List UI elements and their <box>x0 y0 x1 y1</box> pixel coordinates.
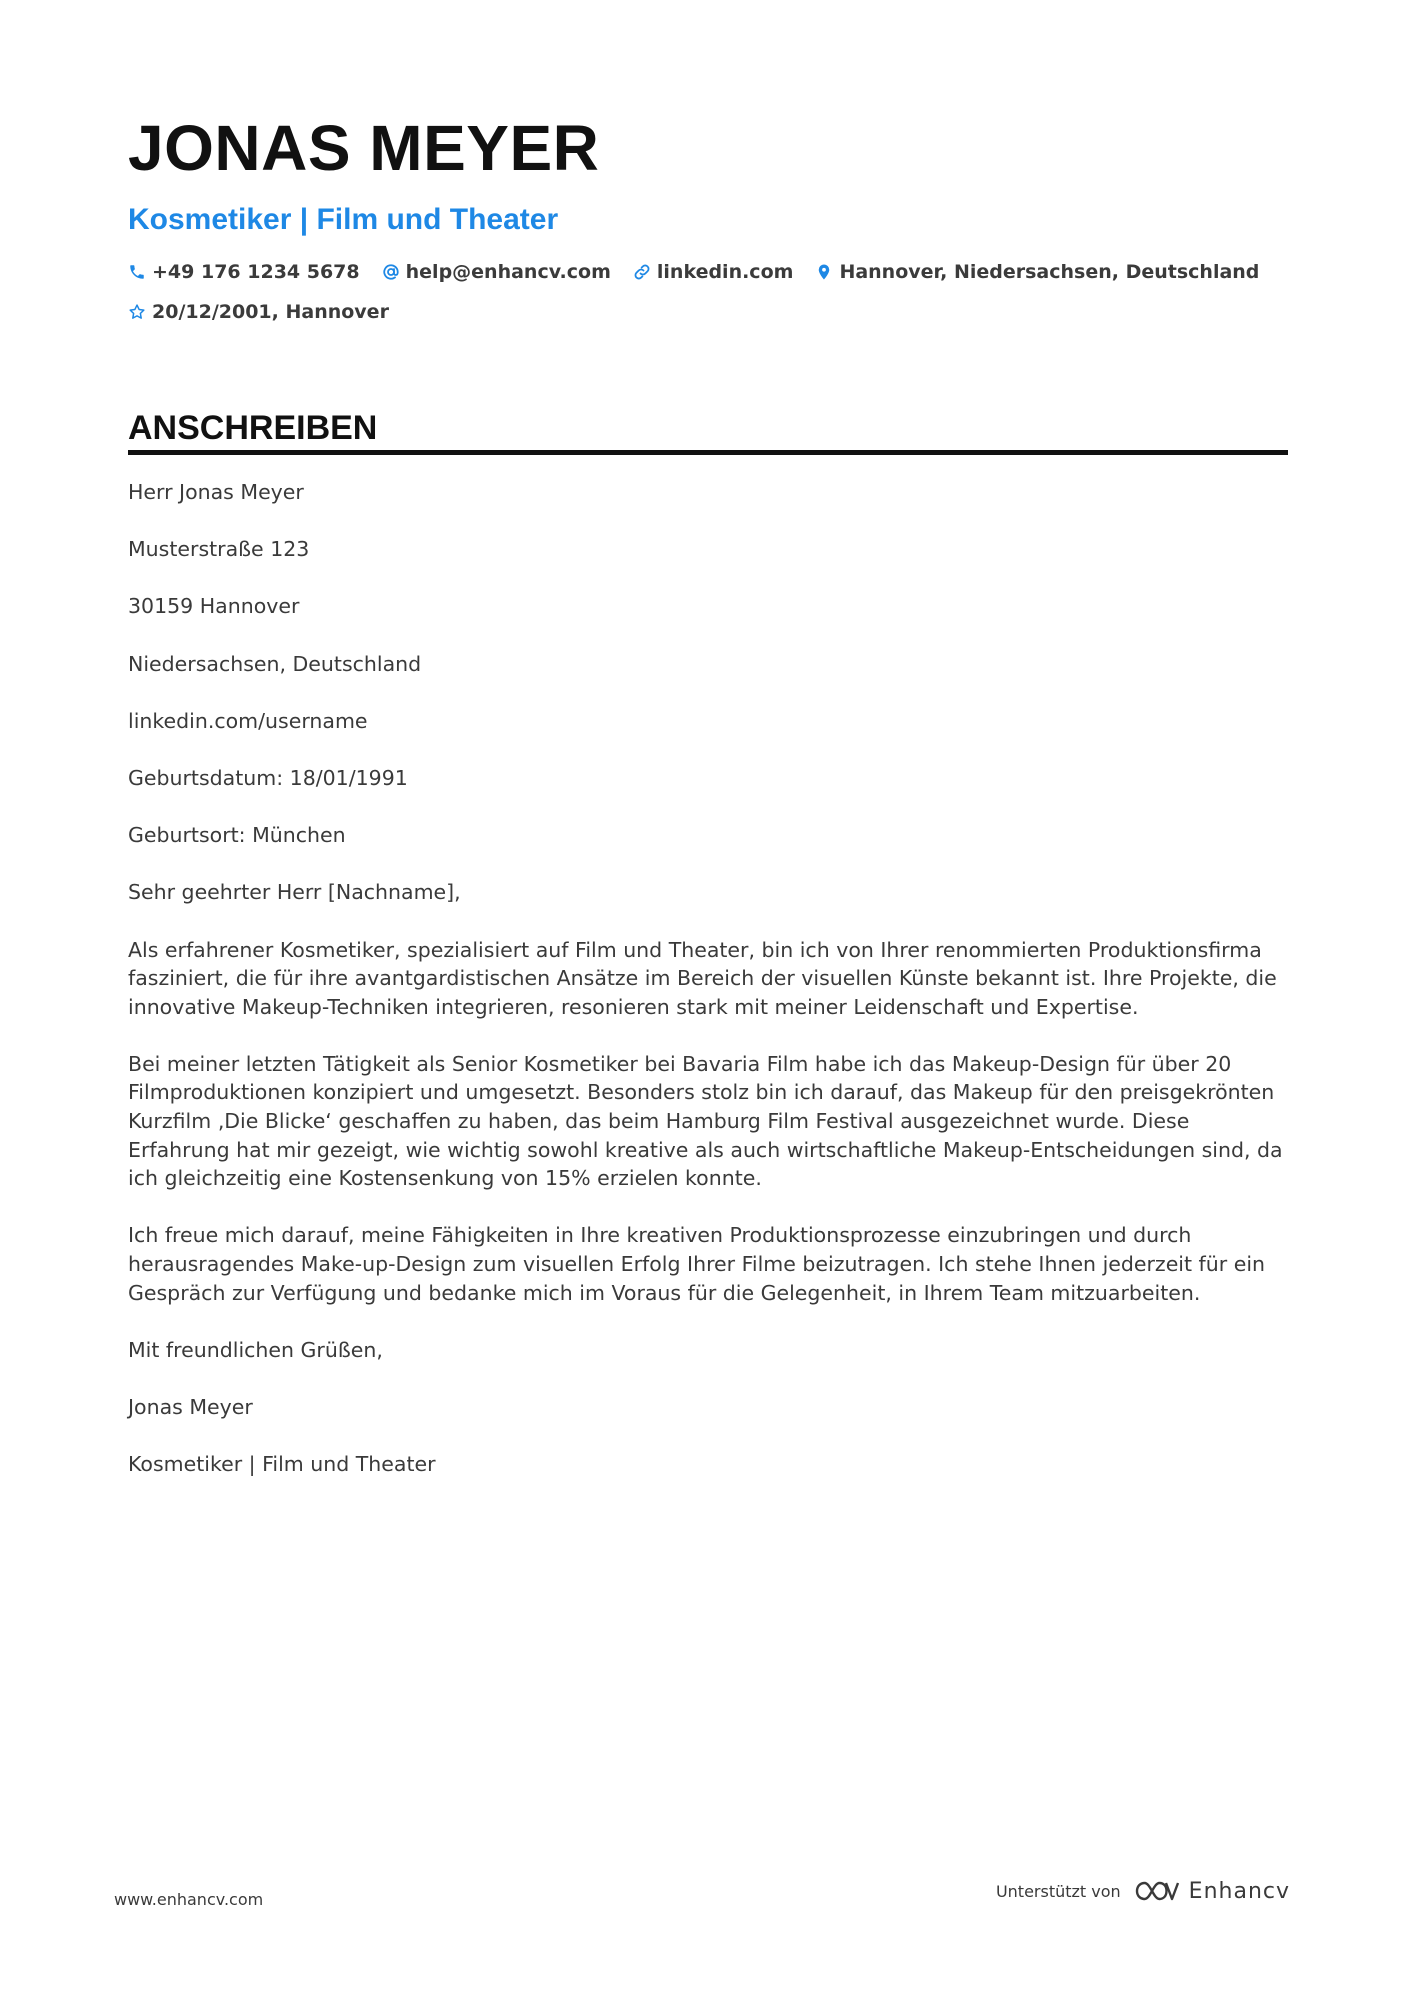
body-paragraph-experience: Bei meiner letzten Tätigkeit als Senior Kosmetiker bei Bavaria Film habe ich das Makeup-Design für über 20 Filmproduktionen konzipiert und umgesetzt. Besonders stolz bin ich darauf, das Makeup für den preisgekrönten Kurzfilm ‚Die Blicke‘ geschaffen zu haben, das beim Hamburg Film Festival ausgezeichnet wurde. Diese Erfahrung hat mir gezeigt, wie wichtig sowohl kreative als auch wirtschaftliche Makeup-Entscheidungen sind, da ich gleichzeitig eine Kostensenkung von 15% erzielen konnte. <box>128 1051 1283 1191</box>
contact-email[interactable] <box>382 258 611 286</box>
contact-birth <box>128 298 389 326</box>
candidate-name: JONAS MEYER <box>128 112 600 184</box>
recipient-name: Herr Jonas Meyer <box>128 480 304 504</box>
birth-place: Geburtsort: München <box>128 823 346 848</box>
contact-location <box>815 258 1259 286</box>
section-divider <box>128 450 1288 455</box>
at-icon <box>382 263 400 281</box>
powered-by-label: Unterstützt von <box>995 1881 1121 1901</box>
footer-branding[interactable] <box>996 1876 1290 1906</box>
contact-phone-text: +49 176 1234 5678 <box>152 261 360 283</box>
signature-name: Jonas Meyer <box>128 1395 253 1419</box>
signature-title: Kosmetiker | Film und Theater <box>128 1452 436 1477</box>
cover-letter-section <box>128 406 1288 455</box>
contact-phone[interactable] <box>128 258 360 286</box>
enhancv-logo-icon <box>1133 1876 1181 1906</box>
star-icon <box>128 303 146 321</box>
closing-greeting: Mit freundlichen Grüßen, <box>128 1337 383 1362</box>
body-paragraph-closing: Ich freue mich darauf, meine Fähigkeiten in Ihre kreativen Produktionsprozesse einzubringen und durch herausragendes Make-up-Design zum visuellen Erfolg Ihrer Filme beizutragen. Ich stehe Ihnen jederzeit für ein Gespräch zur Verfügung und bedanke mich im Voraus für die Gelegenheit, in Ihrem Team mitzuarbeiten. <box>128 1223 1266 1305</box>
salutation: Sehr geehrter Herr [Nachname], <box>128 880 461 905</box>
link-icon <box>633 263 651 281</box>
contact-birth-text: 20/12/2001, Hannover <box>152 301 389 323</box>
contact-list <box>128 258 1288 326</box>
contact-linkedin-text: linkedin.com <box>656 261 794 283</box>
recipient-linkedin: linkedin.com/username <box>128 708 368 733</box>
recipient-street: Musterstraße 123 <box>128 537 310 562</box>
contact-email-text: help@enhancv.com <box>405 261 611 283</box>
candidate-title: Kosmetiker | Film und Theater <box>128 203 559 236</box>
contact-location-text: Hannover, Niedersachsen, Deutschland <box>839 261 1260 283</box>
section-title: ANSCHREIBEN <box>128 409 378 447</box>
birth-date: Geburtsdatum: 18/01/1991 <box>128 765 408 790</box>
recipient-city: 30159 Hannover <box>128 594 300 619</box>
footer-website[interactable]: www.enhancv.com <box>114 1890 264 1909</box>
contact-linkedin[interactable] <box>633 258 794 286</box>
resume-header <box>128 108 1288 326</box>
body-paragraph-intro: Als erfahrener Kosmetiker, spezialisiert auf Film und Theater, bin ich von Ihrer renommierten Produktionsfirma fasziniert, die für ihre avantgardistischen Ansätze im Bereich der visuellen Künste bekannt ist. Ihre Projekte, die innovative Makeup-Techniken integrieren, resonieren stark mit meiner Leidenschaft und Expertise. <box>128 937 1277 1019</box>
recipient-region: Niedersachsen, Deutschland <box>128 651 422 676</box>
brand-name: Enhancv <box>1188 1878 1290 1904</box>
location-icon <box>815 263 833 281</box>
phone-icon <box>128 263 146 281</box>
letter-body <box>128 478 1288 1507</box>
